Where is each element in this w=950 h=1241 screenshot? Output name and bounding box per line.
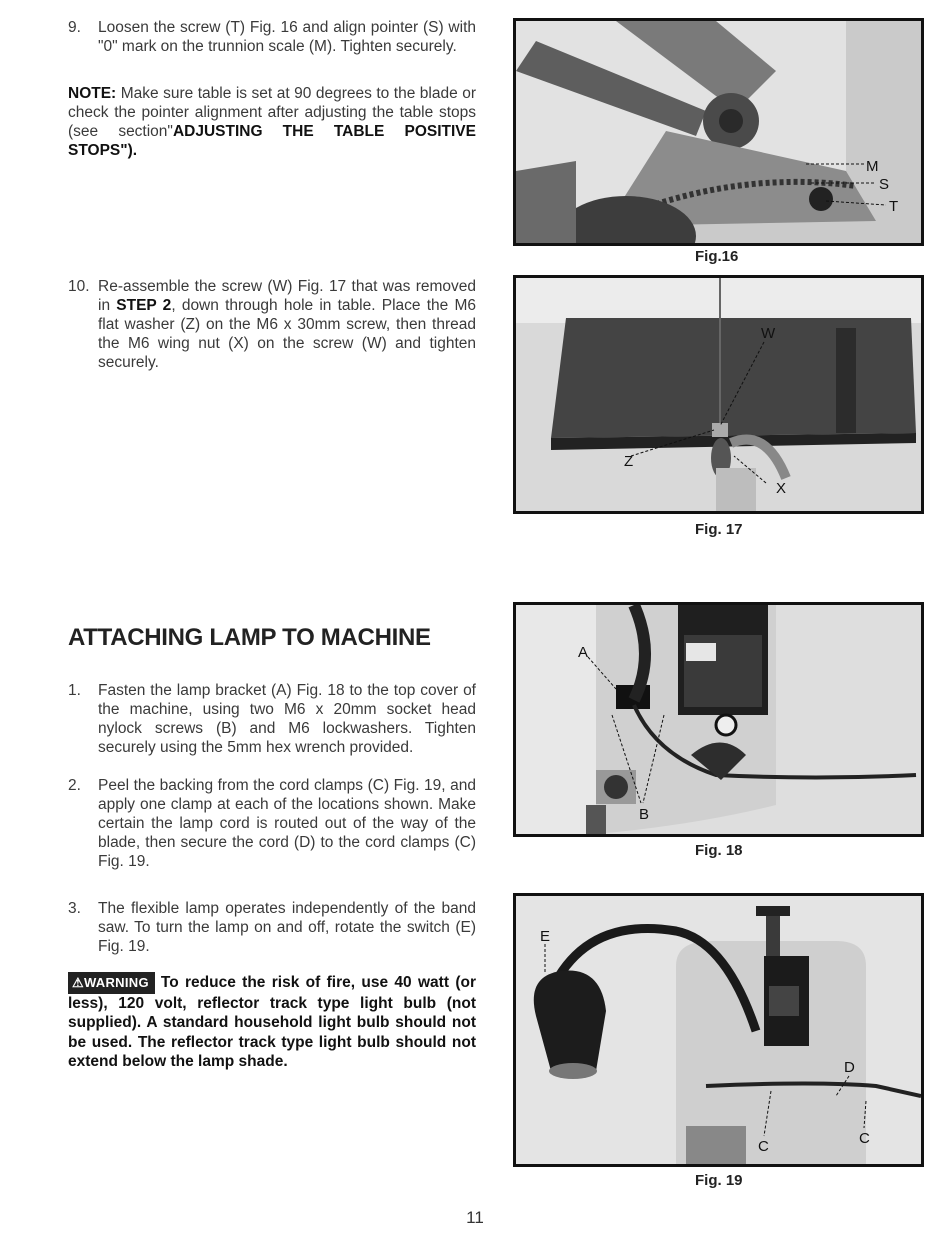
note-section-ref: ADJUSTING THE TABLE POSITIVE STOPS"). — [68, 123, 476, 159]
figure-17-caption: Fig. 17 — [695, 521, 743, 538]
step-9 — [68, 18, 476, 56]
step-10 — [68, 277, 476, 372]
label-m: M — [866, 158, 879, 175]
label-x: X — [776, 480, 787, 497]
label-t: T — [889, 198, 899, 215]
lamp-step-1 — [68, 681, 476, 757]
lamp-step-3 — [68, 899, 476, 956]
label-d: D — [844, 1059, 855, 1076]
note-text: Make sure table is set at 90 degrees to the blade or check the pointer alignment after adjusting the table stops (see section" — [68, 85, 476, 140]
fig18-callouts — [516, 605, 921, 834]
figure-19-caption: Fig. 19 — [695, 1172, 743, 1189]
step-number: 10. — [68, 278, 90, 295]
figure-19-photo — [513, 893, 924, 1167]
page-number: 11 — [466, 1208, 484, 1227]
figure-17-photo — [513, 275, 924, 514]
figure-18-photo — [513, 602, 924, 837]
label-z: Z — [624, 453, 634, 470]
fig17-callouts — [516, 278, 921, 511]
figure-16-caption: Fig.16 — [695, 248, 739, 265]
figure-16-photo — [513, 18, 924, 246]
warning-text: To reduce the risk of fire, use 40 watt (or less), 120 volt, reflector track type light bulb (not supplied). A standard household light bulb should not be used. The reflector track type light bulb should not extend below the lamp shade. — [68, 974, 476, 1070]
note-paragraph — [68, 84, 476, 160]
label-a: A — [578, 644, 589, 661]
step-number: 3. — [68, 900, 81, 917]
step-number: 1. — [68, 682, 81, 699]
label-e: E — [540, 928, 551, 945]
label-c-right: C — [859, 1130, 870, 1147]
lamp-step-2 — [68, 776, 476, 871]
section-heading: ATTACHING LAMP TO MACHINE — [68, 624, 431, 651]
label-s: S — [879, 176, 890, 193]
figure-18-caption: Fig. 18 — [695, 842, 743, 859]
label-w: W — [761, 325, 776, 342]
step-text: Loosen the screw (T) Fig. 16 and align pointer (S) with "0" mark on the trunnion scale (M). Tighten securely. — [98, 19, 476, 55]
step-number: 9. — [68, 19, 81, 36]
step-number: 2. — [68, 777, 81, 794]
fig16-callouts — [516, 21, 921, 243]
note-label: NOTE: — [68, 85, 117, 102]
warning-block — [68, 972, 476, 1072]
step-text: Re-assemble the screw (W) Fig. 17 that was removed in STEP 2, down through hole in table. Place the M6 flat washer (Z) on the M6 x 30mm screw, then thread the M6 wing nut (X) on the screw (W) and tighten securely. — [98, 278, 476, 371]
step-text: The flexible lamp operates independently of the band saw. To turn the lamp on and off, rotate the switch (E) Fig. 19. — [98, 900, 476, 955]
step-text: Fasten the lamp bracket (A) Fig. 18 to the top cover of the machine, using two M6 x 20mm socket head nylock screws (B) and M6 lockwashers. Tighten securely using the 5mm hex wrench provided. — [98, 682, 476, 756]
warning-badge: ⚠WARNING — [68, 972, 155, 994]
label-c-left: C — [758, 1138, 769, 1155]
step-text: Peel the backing from the cord clamps (C) Fig. 19, and apply one clamp at each of the locations shown. Make certain the lamp cord is routed out of the way of the blade, then secure the cord (D) to the cord clamps (C) Fig. 19. — [98, 777, 476, 870]
fig19-callouts — [516, 896, 921, 1164]
label-b: B — [639, 806, 650, 823]
